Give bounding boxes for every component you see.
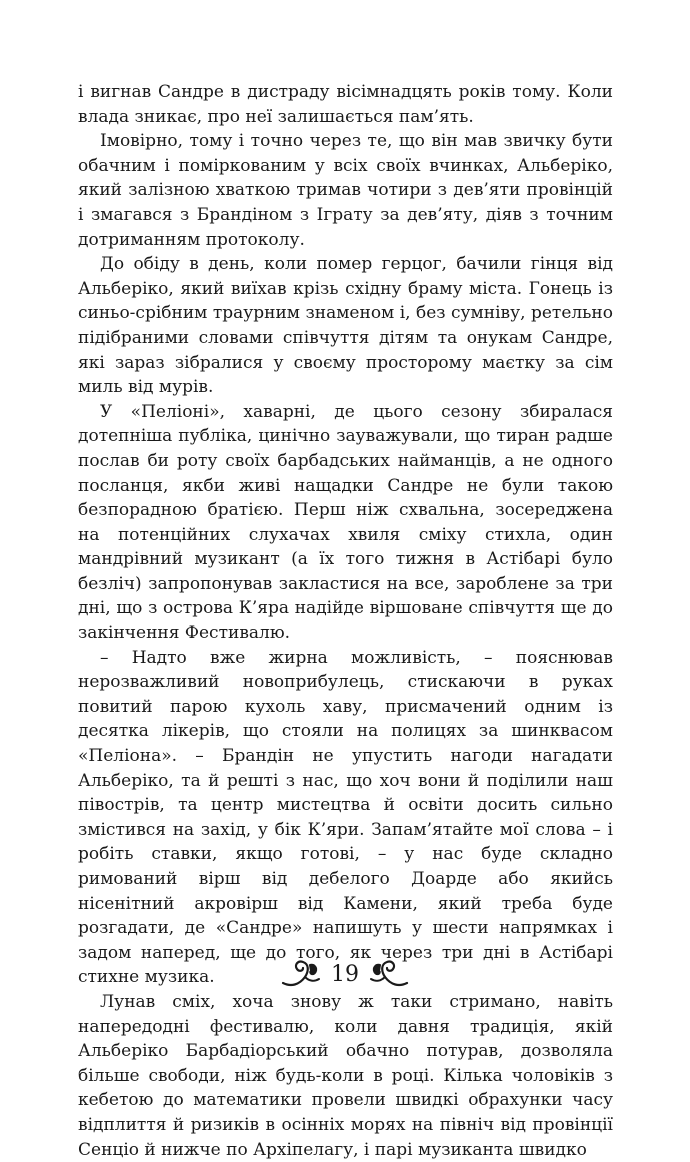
page-number: 19	[331, 961, 359, 987]
page-body	[78, 80, 613, 1162]
paragraph-4: У «Пеліоні», хаварні, де цього сезону збиралася дотепніша публіка, цинічно зауважували, що тиран радше послав би роту своїх барбадських найманців, а не одного посланця, якби живі нащадки Сандре не були такою безпорадною братією. Перш ніж схвальна, зосереджена на потенційних слухачах хвиля сміху стихла, один мандрівний музикант (а їх того тижня в Астібарі було безліч) запропонував закластися на все, зароблене за три дні, що з острова К’яра надійде віршоване співчуття ще до закінчення Фестивалю.	[78, 401, 613, 644]
folio	[281, 957, 409, 991]
paragraph-2: Імовірно, тому і точно через те, що він мав звичку бути обачним і поміркованим у всіх своїх вчинках, Альберіко, який залізною хваткою тримав чотири з дев’яти провінцій і змагався з Брандіном з Іграту за дев’яту, діяв з точним дотриманням протоколу.	[78, 131, 613, 250]
paragraph-5: – Надто вже жирна можливість, – пояснював нерозважливий новоприбулець, стискаючи в руках повитий парою кухоль хаву, присмачений одним із десятка лікерів, що стояли на полицях за шинквасом «Пеліона». – Брандін не упустить нагоди нагадати Альберіко, та й решті з нас, що хоч вони й поділили наш півострів, та центр мистецтва й освіти досить сильно змістився на захід, у бік К’яри. Запам’ятайте мої слова – і робіть ставки, якщо готові, – у нас буде складно римований вірш від дебелого Доарде або якийсь нісенітний акровірш від Камени, який треба буде розгадати, де «Сандре» напишуть у шести напрямках і задом наперед, ще до того, як через три дні в Астібарі стихне музика.	[78, 647, 613, 988]
paragraph-1: і вигнав Сандре в дистраду вісімнадцять років тому. Коли влада зникає, про неї залишається пам’ять.	[78, 82, 613, 127]
page-footer	[0, 952, 690, 996]
paragraph-6: Лунав сміх, хоча знову ж таки стримано, навіть напередодні фестивалю, коли давня традиція, якій Альберіко Барбадіорський обачно потурав, дозволяла більше свободи, ніж будь-коли в році. Кілька чоловіків з кебетою до математики провели швидкі обрахунки часу відплиття й ризиків в осінніх морях на північ від провінції Сенціо й нижче по Архіпелагу, і парі музиканта швидко	[78, 991, 613, 1160]
left-ornament-icon	[281, 957, 321, 991]
right-ornament-icon	[369, 957, 409, 991]
paragraph-3: До обіду в день, коли помер герцог, бачили гінця від Альберіко, який виїхав крізь східну браму міста. Гонець із синьо-срібним траурним знаменом і, без сумніву, ретельно підібраними словами співчуття дітям та онукам Сандре, які зараз зібралися у своєму просторому маєтку за сім миль від мурів.	[78, 254, 613, 398]
